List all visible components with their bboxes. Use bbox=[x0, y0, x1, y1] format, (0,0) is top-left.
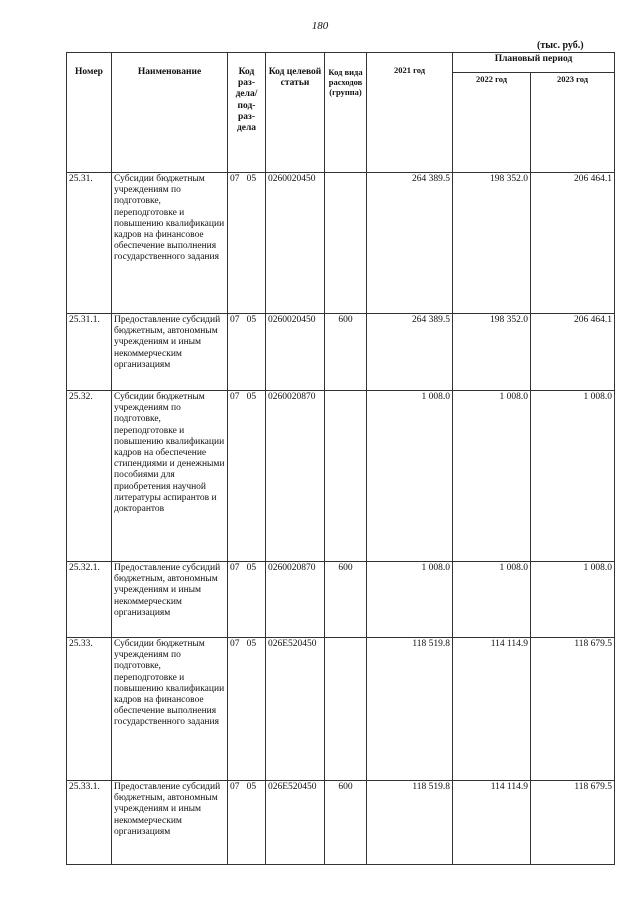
row-razdel: 07 05 bbox=[228, 562, 266, 638]
row-razdel: 07 05 bbox=[228, 638, 266, 781]
row-2021: 118 519.8 bbox=[367, 638, 453, 781]
row-name: Предоставление субсидий бюджетным, автономным учреждениям и иным некоммерческим организациям bbox=[112, 562, 228, 638]
table-row bbox=[67, 391, 615, 562]
row-csr: 0260020450 bbox=[266, 173, 325, 314]
row-razdel: 07 05 bbox=[228, 391, 266, 562]
row-csr: 0260020450 bbox=[266, 314, 325, 391]
row-2022: 1 008.0 bbox=[453, 562, 531, 638]
header-vr: Код вида расходов (группа) bbox=[325, 53, 367, 173]
row-name: Субсидии бюджетным учреждениям по подготовке, переподготовке и повышению квалификации кадров на финансовое обеспечение выполнения государственного задания bbox=[112, 173, 228, 314]
row-2021: 118 519.8 bbox=[367, 781, 453, 865]
row-number: 25.33. bbox=[67, 638, 112, 781]
row-2022: 114 114.9 bbox=[453, 781, 531, 865]
row-number: 25.32. bbox=[67, 391, 112, 562]
row-razdel: 07 05 bbox=[228, 173, 266, 314]
table-row bbox=[67, 173, 615, 314]
header-number: Номер bbox=[67, 53, 112, 173]
header-2021: 2021 год bbox=[367, 53, 453, 173]
row-2023: 206 464.1 bbox=[531, 173, 615, 314]
row-razdel: 07 05 bbox=[228, 781, 266, 865]
header-2023: 2023 год bbox=[531, 73, 615, 173]
row-number: 25.32.1. bbox=[67, 562, 112, 638]
budget-table bbox=[66, 52, 615, 865]
row-vr bbox=[325, 173, 367, 314]
page-number: 180 bbox=[311, 20, 329, 32]
row-csr: 026E520450 bbox=[266, 638, 325, 781]
header-name: Наименование bbox=[112, 53, 228, 173]
table-row bbox=[67, 562, 615, 638]
row-csr: 0260020870 bbox=[266, 562, 325, 638]
row-csr: 026E520450 bbox=[266, 781, 325, 865]
header-razdel: Код раз-дела/ под-раз-дела bbox=[228, 53, 266, 173]
row-vr bbox=[325, 638, 367, 781]
row-2021: 264 389.5 bbox=[367, 173, 453, 314]
row-number: 25.31. bbox=[67, 173, 112, 314]
row-vr: 600 bbox=[325, 781, 367, 865]
row-vr: 600 bbox=[325, 314, 367, 391]
row-2022: 198 352.0 bbox=[453, 173, 531, 314]
table-row bbox=[67, 781, 615, 865]
row-name: Субсидии бюджетным учреждениям по подготовке, переподготовке и повышению квалификации кадров на финансовое обеспечение выполнения государственного задания bbox=[112, 638, 228, 781]
row-razdel: 07 05 bbox=[228, 314, 266, 391]
row-2022: 198 352.0 bbox=[453, 314, 531, 391]
header-csr: Код целевой статьи bbox=[266, 53, 325, 173]
row-name: Предоставление субсидий бюджетным, автономным учреждениям и иным некоммерческим организациям bbox=[112, 314, 228, 391]
row-2023: 118 679.5 bbox=[531, 781, 615, 865]
row-2023: 206 464.1 bbox=[531, 314, 615, 391]
units-label: (тыс. руб.) bbox=[537, 40, 584, 51]
row-name: Субсидии бюджетным учреждениям по подготовке, переподготовке и повышению квалификации кадров на обеспечение стипендиями и денежными пособиями для приобретения научной литературы аспирантов и докторантов bbox=[112, 391, 228, 562]
row-2023: 1 008.0 bbox=[531, 562, 615, 638]
row-csr: 0260020870 bbox=[266, 391, 325, 562]
row-2021: 1 008.0 bbox=[367, 391, 453, 562]
row-2023: 1 008.0 bbox=[531, 391, 615, 562]
row-vr bbox=[325, 391, 367, 562]
table-header bbox=[67, 53, 615, 173]
header-2022: 2022 год bbox=[453, 73, 531, 173]
header-planned-period: Плановый период bbox=[453, 53, 615, 73]
row-2022: 114 114.9 bbox=[453, 638, 531, 781]
table-row bbox=[67, 314, 615, 391]
row-number: 25.31.1. bbox=[67, 314, 112, 391]
row-2022: 1 008.0 bbox=[453, 391, 531, 562]
table-row bbox=[67, 638, 615, 781]
row-name: Предоставление субсидий бюджетным, автономным учреждениям и иным некоммерческим организациям bbox=[112, 781, 228, 865]
row-2021: 264 389.5 bbox=[367, 314, 453, 391]
row-2023: 118 679.5 bbox=[531, 638, 615, 781]
row-vr: 600 bbox=[325, 562, 367, 638]
row-number: 25.33.1. bbox=[67, 781, 112, 865]
row-2021: 1 008.0 bbox=[367, 562, 453, 638]
